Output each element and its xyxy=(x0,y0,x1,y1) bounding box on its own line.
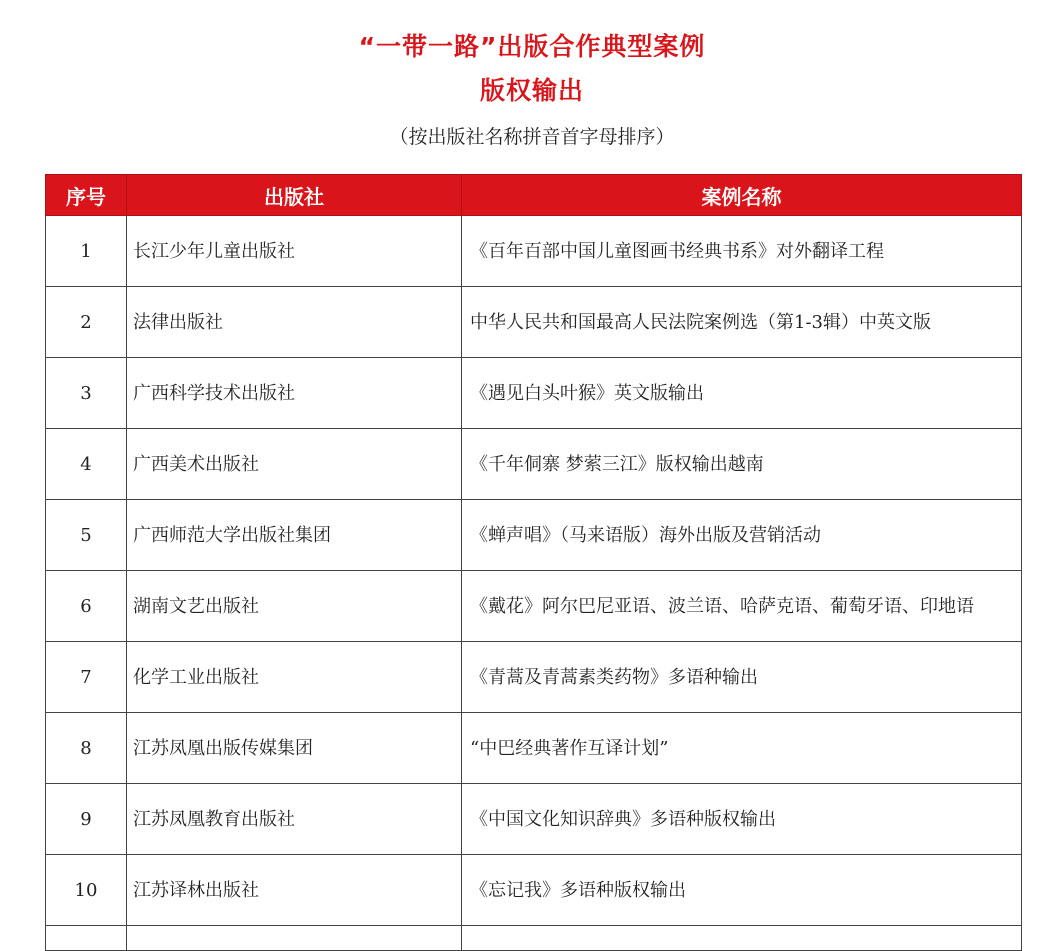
row-number: 6 xyxy=(46,571,127,642)
table-row xyxy=(46,713,1022,784)
table-row xyxy=(46,216,1022,287)
row-publisher: 江苏凤凰教育出版社 xyxy=(127,784,462,855)
row-case-name: 《忘记我》多语种版权输出 xyxy=(462,855,1022,926)
table-row xyxy=(46,287,1022,358)
row-number: 10 xyxy=(46,855,127,926)
row-number: 2 xyxy=(46,287,127,358)
row-number: 4 xyxy=(46,429,127,500)
header-case-name: 案例名称 xyxy=(462,175,1022,216)
table-row xyxy=(46,642,1022,713)
row-number: 8 xyxy=(46,713,127,784)
table-row xyxy=(46,358,1022,429)
row-publisher: 法律出版社 xyxy=(127,287,462,358)
row-case-name: 《遇见白头叶猴》英文版输出 xyxy=(462,358,1022,429)
table-row xyxy=(46,784,1022,855)
header-number: 序号 xyxy=(46,175,127,216)
table-row-cut-off xyxy=(46,926,1022,951)
row-case-name-empty xyxy=(462,926,1022,951)
document-title: “一带一路”出版合作典型案例 xyxy=(358,32,706,61)
table-row xyxy=(46,855,1022,926)
row-publisher: 广西美术出版社 xyxy=(127,429,462,500)
row-publisher-empty xyxy=(127,926,462,951)
header-publisher: 出版社 xyxy=(127,175,462,216)
row-number: 9 xyxy=(46,784,127,855)
section-title: 版权输出 xyxy=(479,76,584,105)
row-publisher: 长江少年儿童出版社 xyxy=(127,216,462,287)
row-case-name: 《戴花》阿尔巴尼亚语、波兰语、哈萨克语、葡萄牙语、印地语 xyxy=(462,571,1022,642)
cases-table xyxy=(45,174,1022,951)
row-case-name: 《中国文化知识辞典》多语种版权输出 xyxy=(462,784,1022,855)
row-number: 1 xyxy=(46,216,127,287)
row-case-name: 《青蒿及青蒿素类药物》多语种输出 xyxy=(462,642,1022,713)
table-row xyxy=(46,500,1022,571)
row-number: 3 xyxy=(46,358,127,429)
row-number: 5 xyxy=(46,500,127,571)
table-header xyxy=(46,175,1022,216)
row-case-name: 中华人民共和国最高人民法院案例选（第1-3辑）中英文版 xyxy=(462,287,1022,358)
row-case-name: 《千年侗寨 梦萦三江》版权输出越南 xyxy=(462,429,1022,500)
table-row xyxy=(46,571,1022,642)
row-case-name: “中巴经典著作互译计划” xyxy=(462,713,1022,784)
table-body xyxy=(46,216,1022,951)
row-publisher: 江苏译林出版社 xyxy=(127,855,462,926)
row-case-name: 《蝉声唱》（马来语版）海外出版及营销活动 xyxy=(462,500,1022,571)
table-header-row xyxy=(46,175,1022,216)
row-number-empty xyxy=(46,926,127,951)
row-publisher: 江苏凤凰出版传媒集团 xyxy=(127,713,462,784)
row-number: 7 xyxy=(46,642,127,713)
row-case-name: 《百年百部中国儿童图画书经典书系》对外翻译工程 xyxy=(462,216,1022,287)
row-publisher: 湖南文艺出版社 xyxy=(127,571,462,642)
row-publisher: 广西科学技术出版社 xyxy=(127,358,462,429)
row-publisher: 化学工业出版社 xyxy=(127,642,462,713)
row-publisher: 广西师范大学出版社集团 xyxy=(127,500,462,571)
table-row xyxy=(46,429,1022,500)
sort-note: （按出版社名称拼音首字母排序） xyxy=(389,126,675,148)
